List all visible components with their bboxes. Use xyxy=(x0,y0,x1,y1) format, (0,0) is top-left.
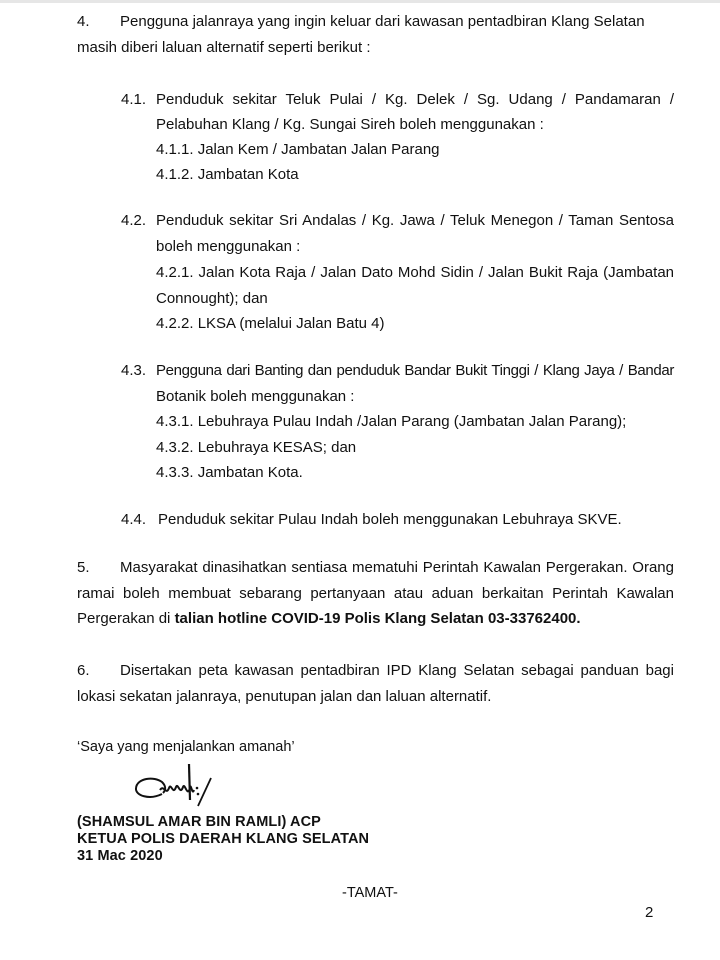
item-number: 4.4. xyxy=(121,511,147,528)
paragraph-line: ramai boleh membuat sebarang pertanyaan atau aduan berkaitan Perintah Kawalan xyxy=(77,585,674,602)
item-number: 4.1. xyxy=(121,91,147,108)
sub-item: 4.3.3. Jambatan Kota. xyxy=(156,464,303,481)
paragraph-line: Masyarakat dinasihatkan sentiasa mematuhi Perintah Kawalan Pergerakan. Orang xyxy=(120,559,674,576)
item-text: boleh menggunakan : xyxy=(156,238,301,255)
signing-date: 31 Mac 2020 xyxy=(77,848,163,864)
page-top-border xyxy=(0,0,720,3)
item-text: Penduduk sekitar Pulau Indah boleh menggunakan Lebuhraya SKVE. xyxy=(158,511,622,528)
officer-title: KETUA POLIS DAERAH KLANG SELATAN xyxy=(77,831,370,847)
section-number: 5. xyxy=(77,559,90,576)
sub-item: 4.3.1. Lebuhraya Pulau Indah /Jalan Parang (Jambatan Jalan Parang); xyxy=(156,413,627,430)
item-text: Penduduk sekitar Sri Andalas / Kg. Jawa / Teluk Menegon / Taman Sentosa xyxy=(156,212,674,229)
paragraph-line: masih diberi laluan alternatif seperti berikut : xyxy=(77,39,371,56)
sub-item: 4.3.2. Lebuhraya KESAS; dan xyxy=(156,439,357,456)
sub-item: 4.2.2. LKSA (melalui Jalan Batu 4) xyxy=(156,315,385,332)
sub-item: Connought); dan xyxy=(156,290,268,307)
section-number: 6. xyxy=(77,662,90,679)
item-text: Pengguna dari Banting dan penduduk Bandar Bukit Tinggi / Klang Jaya / Bandar xyxy=(156,362,674,379)
item-number: 4.2. xyxy=(121,212,147,229)
plain-text: Pergerakan di xyxy=(77,610,175,627)
item-number: 4.3. xyxy=(121,362,147,379)
sub-item: 4.1.1. Jalan Kem / Jambatan Jalan Parang xyxy=(156,141,440,158)
item-text: Botanik boleh menggunakan : xyxy=(156,388,355,405)
sub-item: 4.1.2. Jambatan Kota xyxy=(156,166,299,183)
paragraph-line: Pengguna jalanraya yang ingin keluar dari kawasan pentadbiran Klang Selatan xyxy=(120,13,645,30)
item-text: Pelabuhan Klang / Kg. Sungai Sireh boleh menggunakan : xyxy=(156,116,544,133)
paragraph-line: Disertakan peta kawasan pentadbiran IPD Klang Selatan sebagai panduan bagi xyxy=(120,662,674,679)
page-number: 2 xyxy=(645,904,654,921)
officer-name: (SHAMSUL AMAR BIN RAMLI) ACP xyxy=(77,814,321,830)
section-number: 4. xyxy=(77,13,90,30)
sub-item: 4.2.1. Jalan Kota Raja / Jalan Dato Mohd Sidin / Jalan Bukit Raja (Jambatan xyxy=(156,264,674,281)
item-text: Penduduk sekitar Teluk Pulai / Kg. Delek / Sg. Udang / Pandamaran / xyxy=(156,91,674,108)
end-marker: -TAMAT- xyxy=(342,885,398,901)
hotline-text: talian hotline COVID-19 Polis Klang Selatan 03-33762400. xyxy=(174,610,581,627)
motto-text: ‘Saya yang menjalankan amanah’ xyxy=(77,739,295,755)
paragraph-line xyxy=(77,610,581,628)
paragraph-line: lokasi sekatan jalanraya, penutupan jalan dan laluan alternatif. xyxy=(77,688,492,705)
signature-icon xyxy=(132,760,214,812)
